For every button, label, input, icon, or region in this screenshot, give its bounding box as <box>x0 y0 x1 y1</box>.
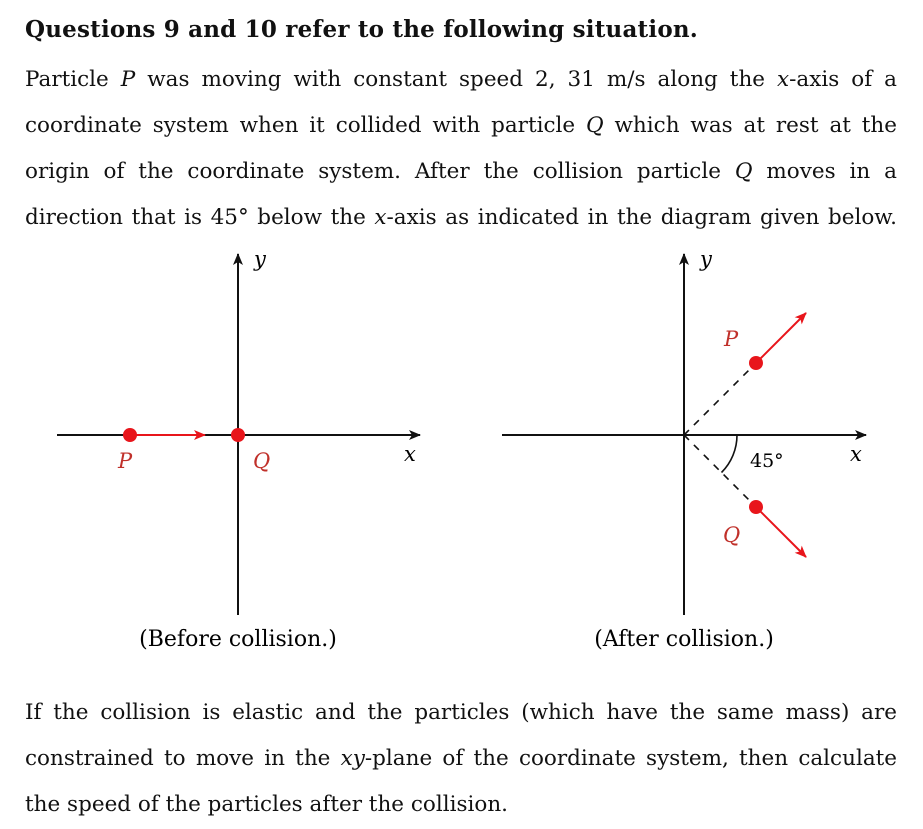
angle-arc <box>722 435 738 473</box>
after-q-label: Q <box>723 523 741 547</box>
intro-line-4: direction that is 45° below the x-axis as indicated in the diagram given below. <box>25 205 897 230</box>
after-p-velocity-arrow <box>756 313 806 363</box>
intro-line-2: coordinate system when it collided with particle Q which was at rest at the <box>25 113 897 138</box>
before-collision-diagram <box>57 247 420 652</box>
after-q-path-dashed <box>684 435 756 507</box>
intro-paragraph <box>25 57 897 241</box>
before-p-label: P <box>118 449 133 473</box>
after-caption: (After collision.) <box>594 627 774 652</box>
before-caption: (Before collision.) <box>139 627 337 652</box>
after-particle-q <box>749 500 763 514</box>
after-p-path-dashed <box>684 363 756 435</box>
question-paragraph <box>25 690 897 828</box>
question-line-3: the speed of the particles after the collision. <box>25 792 508 817</box>
before-y-label: y <box>254 247 266 271</box>
intro-line-3: origin of the coordinate system. After the collision particle Q moves in a <box>25 159 898 184</box>
before-particle-q <box>231 428 245 442</box>
collision-diagrams <box>0 240 923 670</box>
question-heading: Questions 9 and 10 refer to the following situation. <box>25 16 698 43</box>
after-particle-p <box>749 356 763 370</box>
after-collision-diagram <box>502 247 866 652</box>
angle-label: 45° <box>750 450 784 472</box>
question-line-2: constrained to move in the xy-plane of the coordinate system, then calculate <box>25 746 897 771</box>
intro-line-1: Particle P was moving with constant speed 2, 31 m/s along the x-axis of a <box>25 67 897 92</box>
after-p-label: P <box>724 327 739 351</box>
before-particle-p <box>123 428 137 442</box>
before-x-label: x <box>404 442 416 466</box>
after-q-velocity-arrow <box>756 507 806 557</box>
after-y-label: y <box>700 247 712 271</box>
before-q-label: Q <box>253 449 271 473</box>
question-line-1: If the collision is elastic and the particles (which have the same mass) are <box>25 700 897 725</box>
after-x-label: x <box>850 442 862 466</box>
